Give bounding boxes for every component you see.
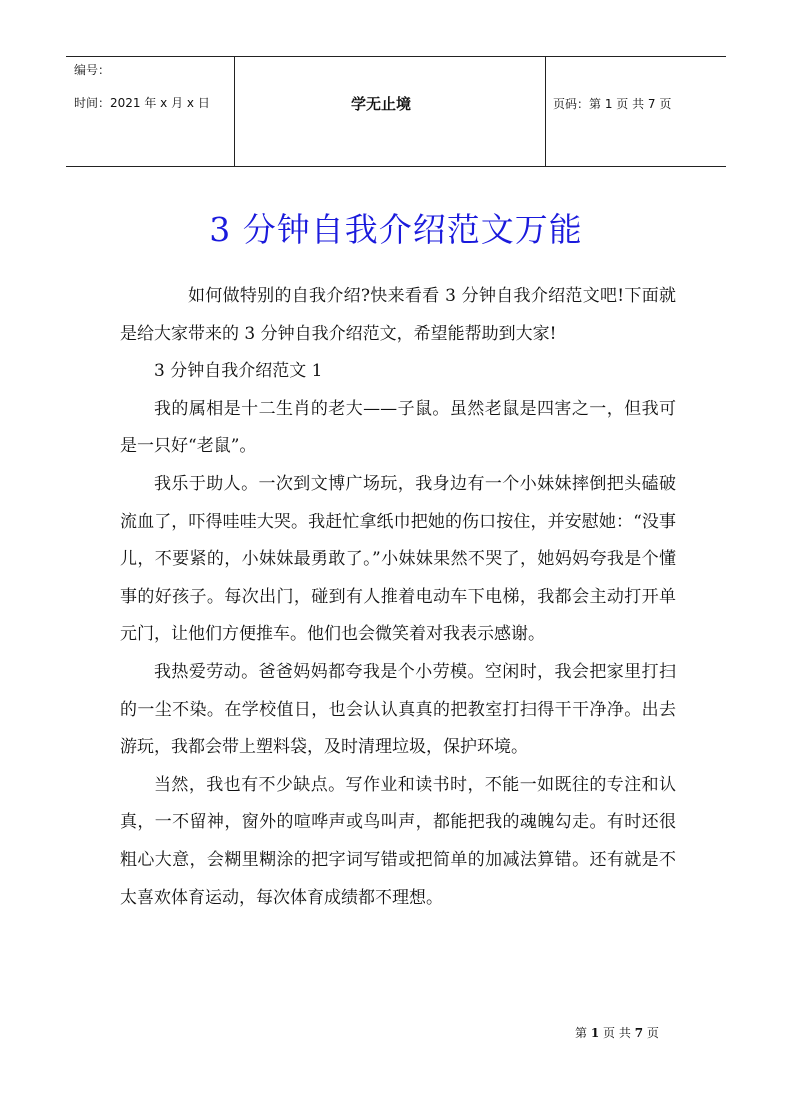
document-body	[120, 278, 676, 917]
footer-total-pages: 7	[634, 1026, 644, 1040]
footer-middle: 页 共	[603, 1026, 631, 1040]
page-footer	[575, 1024, 659, 1041]
footer-suffix: 页	[646, 1026, 659, 1040]
header-motto: 学无止境	[351, 95, 412, 113]
footer-prefix: 第	[575, 1026, 588, 1040]
body-paragraph: 我乐于助人。一次到文博广场玩，我身边有一个小妹妹摔倒把头磕破流血了，吓得哇哇大哭。我赶忙拿纸巾把她的伤口按住，并安慰她：“没事儿，不要紧的，小妹妹最勇敢了。”小妹妹果然不哭了，她妈妈夸我是个懂事的好孩子。每次出门，碰到有人推着电动车下电梯，我都会主动打开单元门，让他们方便推车。他们也会微笑着对我表示感谢。	[120, 473, 676, 645]
document-header	[66, 56, 726, 167]
header-number-label: 编号：	[74, 63, 111, 77]
header-divider-left	[234, 57, 235, 166]
header-time-label: 时间：2021 年 x 月 x 日	[74, 96, 210, 110]
body-paragraph: 我热爱劳动。爸爸妈妈都夸我是个小劳模。空闲时，我会把家里打扫的一尘不染。在学校值日，也会认认真真的把教室打扫得干干净净。出去游玩，我都会带上塑料袋，及时清理垃圾，保护环境。	[120, 661, 676, 758]
section-heading: 3 分钟自我介绍范文 1	[154, 361, 323, 382]
body-paragraph: 当然，我也有不少缺点。写作业和读书时，不能一如既往的专注和认真，一不留神，窗外的喧哗声或鸟叫声，都能把我的魂魄勾走。有时还很粗心大意，会糊里糊涂的把字词写错或把简单的加减法算错。还有就是不太喜欢体育运动，每次体育成绩都不理想。	[120, 774, 676, 908]
body-paragraph: 我的属相是十二生肖的老大——子鼠。虽然老鼠是四害之一，但我可是一只好“老鼠”。	[120, 398, 676, 457]
header-page-label: 页码：第 1 页 共 7 页	[553, 97, 672, 111]
intro-paragraph: 如何做特别的自我介绍?快来看看 3 分钟自我介绍范文吧!下面就是给大家带来的 3 分钟自我介绍范文，希望能帮助到大家!	[120, 286, 676, 344]
header-divider-right	[545, 57, 546, 166]
footer-current-page: 1	[590, 1026, 600, 1040]
document-title: 3 分钟自我介绍范文万能	[209, 210, 583, 249]
